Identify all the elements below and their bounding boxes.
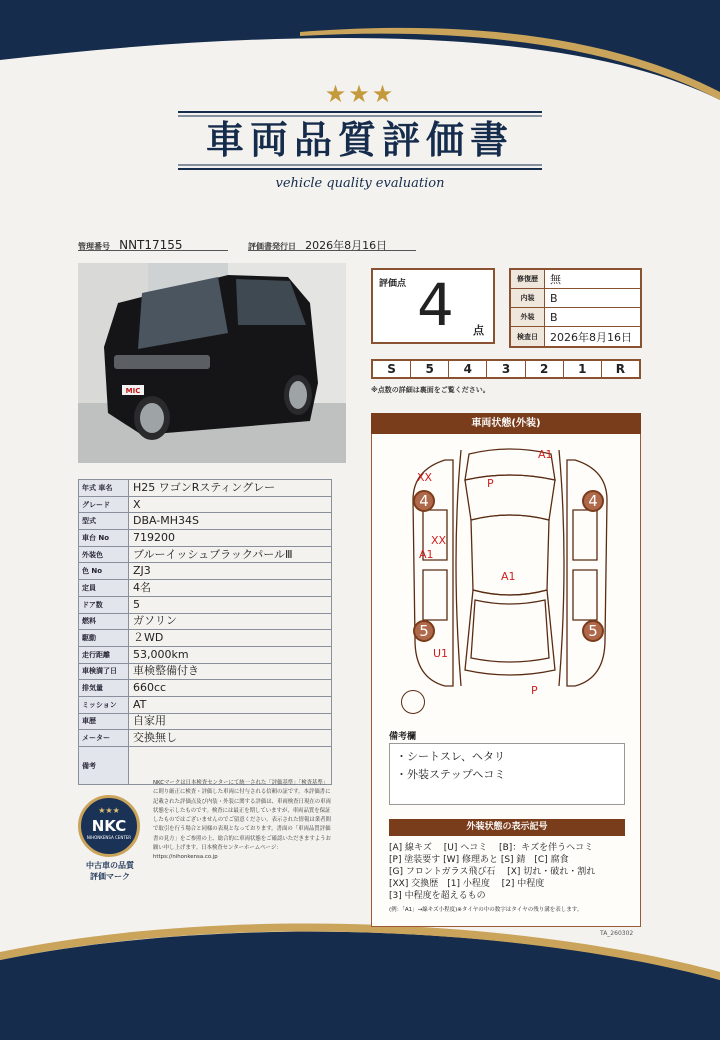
spec-key: ドア数: [79, 596, 129, 613]
rating-stars: ★★★: [324, 80, 396, 108]
remark-line: ・外装ステップヘコミ: [396, 768, 506, 781]
spec-row: [79, 580, 332, 597]
mark-rear-p: P: [531, 684, 538, 697]
spec-row: [79, 596, 332, 613]
spec-key: 走行距離: [79, 646, 129, 663]
grade-note: ※点数の詳細は裏面をご覧ください。: [371, 386, 490, 394]
spec-key: 型式: [79, 513, 129, 530]
spec-key: メーター: [79, 730, 129, 747]
spec-value: 交換無し: [129, 730, 332, 747]
grade-scale: [371, 359, 641, 379]
spec-row: [79, 663, 332, 680]
spec-value: AT: [129, 696, 332, 713]
grade-cell: S: [373, 361, 411, 377]
spec-value: ガソリン: [129, 613, 332, 630]
management-number-label: 管理番号: [78, 242, 110, 251]
legend-header: 外装状態の表示記号: [389, 819, 625, 836]
spec-key: グレード: [79, 496, 129, 513]
remark-line: ・シートスレ、ヘタリ: [396, 750, 506, 763]
spec-value: DBA-MH34S: [129, 513, 332, 530]
grade-cell: 3: [487, 361, 525, 377]
issue-date-value: 2026年8月16日: [305, 239, 388, 252]
mark-left-rear-u1: U1: [433, 647, 449, 660]
car-illustration: [78, 263, 346, 463]
history-key: 内装: [511, 289, 545, 307]
legend-line: [XX] 交換歴 [1] 小程度 [2] 中程度: [389, 879, 545, 889]
legend-line: [G] フロントガラス飛び石 [X] 切れ・破れ・割れ: [389, 867, 596, 877]
spec-value: ブルーイッシュブラックパールⅢ: [129, 546, 332, 563]
spec-row: [79, 530, 332, 547]
spec-value: X: [129, 496, 332, 513]
spec-value: 自家用: [129, 713, 332, 730]
nkc-stars: ★★★: [98, 806, 120, 815]
mark-bumper-p: P: [487, 477, 494, 490]
mark-front-a1: A1: [538, 448, 553, 461]
spec-key: 駆動: [79, 630, 129, 647]
spec-key: 排気量: [79, 680, 129, 697]
history-key: 外装: [511, 308, 545, 326]
history-row: [511, 327, 640, 346]
spec-key: 燃料: [79, 613, 129, 630]
history-row: [511, 270, 640, 289]
plate-text: MIC: [125, 387, 141, 395]
history-value: B: [550, 310, 558, 324]
nkc-description: NKCマークは日本検査センターにて統一された「評価基準」「検査基準」に則り厳正に検査・評価した車両に付与される信頼の証です。本評価書に記載された評価点及び内装・外装に関する評価は、車両検査日現在の車両状態を示したものです。検査には最正を期していますが、車両品質を保証したものではございませんのでご留意ください。表示された情報は業者間で取引を行う場合と同様の表現となっております。書面の「車両品質評価書の見方」をご参照の上、総合的に車両状態をご確認いただきますようお願い申し上げます。日本検査センターホームページ：https://nihonkensa.co.jp: [153, 780, 331, 861]
history-value: B: [550, 291, 558, 305]
spec-value: 53,000km: [129, 646, 332, 663]
nkc-caption-1: 中古車の品質: [86, 861, 134, 870]
nkc-logo-text: NKC: [91, 817, 127, 835]
spec-key: 外装色: [79, 546, 129, 563]
grade-cell: 2: [526, 361, 564, 377]
page-subtitle: vehicle quality evaluation: [275, 176, 445, 191]
spec-key: 定員: [79, 580, 129, 597]
spec-row: [79, 630, 332, 647]
legend-line: [P] 塗装要す [W] 修理あと [S] 錆 [C] 腐食: [389, 855, 569, 865]
spec-row: [79, 563, 332, 580]
spec-value: ２WD: [129, 630, 332, 647]
legend-body: [389, 842, 625, 916]
spec-value: ZJ3: [129, 563, 332, 580]
spec-key: 車歴: [79, 713, 129, 730]
spec-row: [79, 646, 332, 663]
page-title: 車両品質評価書: [205, 117, 514, 162]
remarks-box: [389, 743, 625, 805]
management-number: [78, 234, 228, 251]
tire-rear-left: 5: [413, 620, 435, 642]
issue-date-label: 評価書発行日: [248, 242, 296, 251]
nkc-logo: [78, 795, 140, 857]
spec-value: 660cc: [129, 680, 332, 697]
history-row: [511, 289, 640, 308]
score-box: [371, 268, 495, 344]
grade-cell: 5: [411, 361, 449, 377]
nkc-caption: [74, 860, 146, 882]
spare-tire-circle: [401, 690, 425, 714]
tire-rear-right: 5: [582, 620, 604, 642]
history-key: 修復歴: [511, 270, 545, 288]
spec-row: [79, 513, 332, 530]
document-code: TA_260302: [600, 930, 634, 937]
management-number-value: NNT17155: [119, 238, 183, 252]
spec-row: [79, 696, 332, 713]
tire-front-left: 4: [413, 490, 435, 512]
spec-key: ミッション: [79, 696, 129, 713]
car-photo: [78, 263, 346, 463]
spec-value: 車検整備付き: [129, 663, 332, 680]
score-unit: 点: [473, 324, 484, 337]
grade-cell: 1: [564, 361, 602, 377]
legend-line: [A] 線キズ [U] ヘコミ [B]：キズを伴うヘコミ: [389, 843, 594, 853]
spec-key: 色 No: [79, 563, 129, 580]
tire-front-right: 4: [582, 490, 604, 512]
mark-left-door-xx: XX: [431, 534, 447, 547]
spec-row: [79, 613, 332, 630]
spec-value: 719200: [129, 530, 332, 547]
spec-value: 5: [129, 596, 332, 613]
mark-left-front-xx: XX: [417, 471, 433, 484]
mark-roof-a1: A1: [501, 570, 516, 583]
spec-key: 備考: [79, 747, 129, 785]
spec-key: 年式 車名: [79, 480, 129, 497]
grade-cell: 4: [449, 361, 487, 377]
spec-key: 車検満了日: [79, 663, 129, 680]
legend-line: [3] 中程度を超えるもの: [389, 891, 486, 901]
spec-key: 車台 No: [79, 530, 129, 547]
legend-note: (例：「A1」→線キズ小程度)※タイヤの中の数字はタイヤの残り溝を表します。: [389, 907, 583, 913]
grade-cell: R: [615, 362, 626, 376]
spec-row: [79, 546, 332, 563]
spec-row: [79, 680, 332, 697]
spec-row: [79, 713, 332, 730]
history-value: 無: [550, 273, 561, 286]
spec-value: 4名: [129, 580, 332, 597]
score-label: 評価点: [379, 279, 407, 289]
spec-row: [79, 496, 332, 513]
history-row: [511, 308, 640, 327]
nkc-caption-2: 評価マーク: [90, 872, 130, 881]
history-table: [509, 268, 642, 348]
spec-row: [79, 730, 332, 747]
nkc-ring-text: NIHONKENSA CENTER: [86, 835, 132, 840]
history-value: 2026年8月16日: [550, 330, 632, 344]
spec-row: [79, 480, 332, 497]
history-key: 検査日: [511, 327, 545, 346]
mark-left-door-a1: A1: [419, 548, 434, 561]
issue-date: [248, 234, 416, 251]
spec-value: H25 ワゴンRスティングレー: [129, 480, 332, 497]
score-value: 4: [417, 271, 454, 339]
exterior-header: 車両状態(外装): [371, 413, 641, 434]
remarks-label: 備考欄: [389, 732, 417, 742]
spec-table: [78, 479, 332, 785]
